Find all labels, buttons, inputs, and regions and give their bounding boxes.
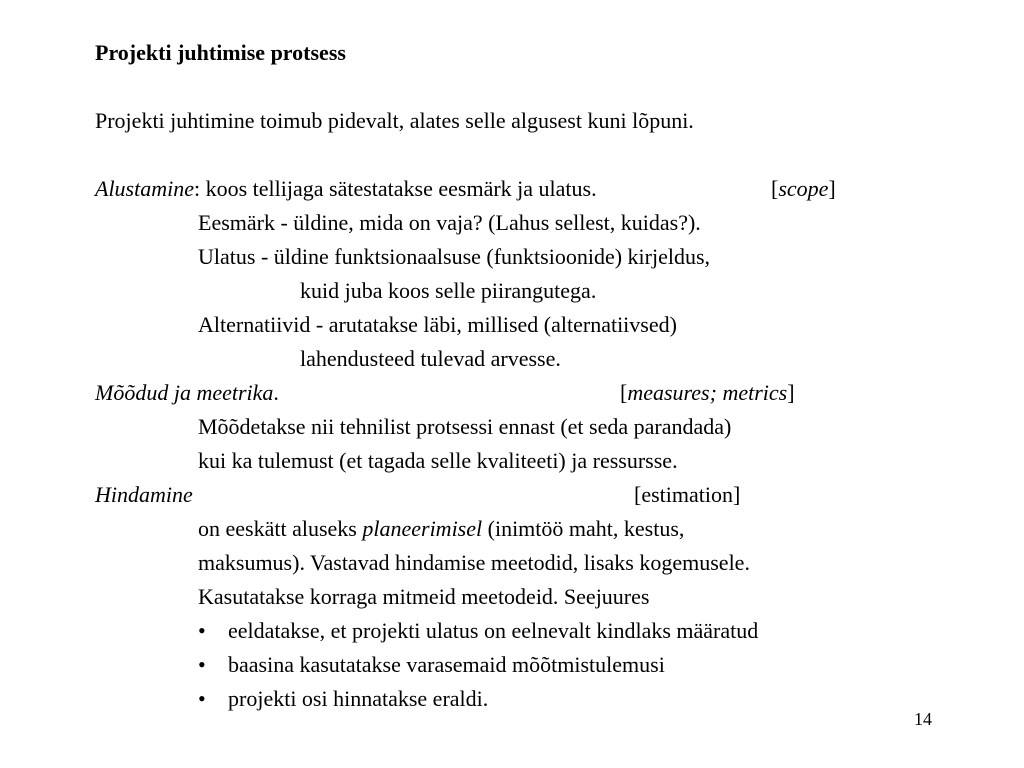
alustamine-line-3: kuid juba koos selle piirangutega. <box>300 278 597 303</box>
alustamine-term: Alustamine <box>95 176 194 201</box>
page-number: 14 <box>914 709 932 729</box>
hindamine-line-2: maksumus). Vastavad hindamise meetodid, lisaks kogemusele. <box>198 550 750 575</box>
intro-text: Projekti juhtimine toimub pidevalt, alates selle algusest kuni lõpuni. <box>95 108 694 133</box>
alustamine-line-2: Ulatus - üldine funktsionaalsuse (funktsioonide) kirjeldus, <box>198 244 711 269</box>
alustamine-line-4: Alternatiivid - arutatakse läbi, millised (alternatiivsed) <box>198 312 677 337</box>
moodud-line-1: Mõõdetakse nii tehnilist protsessi ennast (et seda parandada) <box>198 414 732 439</box>
bullet-icon: • <box>198 652 206 677</box>
alustamine-line-1: Eesmärk - üldine, mida on vaja? (Lahus sellest, kuidas?). <box>198 210 701 235</box>
bullet-item <box>198 686 488 712</box>
hindamine-line-1-pre: on eeskätt aluseks <box>198 516 363 541</box>
bullet-item <box>198 618 758 644</box>
moodud-term: Mõõdud ja meetrika <box>95 380 274 405</box>
alustamine-tag-term: scope <box>778 176 829 201</box>
tag-open: [ <box>771 176 779 201</box>
bullet-icon: • <box>198 686 206 711</box>
hindamine-line-1-emphasis: planeerimisel <box>362 516 483 541</box>
tag-close: ] <box>828 176 836 201</box>
bullet-text: projekti osi hinnatakse eraldi. <box>228 686 489 711</box>
hindamine-tag: [estimation] <box>634 482 741 507</box>
bullet-item <box>198 652 665 678</box>
hindamine-line-3: Kasutatakse korraga mitmeid meetodeid. Seejuures <box>198 584 650 609</box>
bullet-icon: • <box>198 618 206 643</box>
moodud-term-suffix: . <box>273 380 279 405</box>
alustamine-line-5: lahendusteed tulevad arvesse. <box>300 346 561 371</box>
alustamine-heading <box>95 176 597 202</box>
slide-title: Projekti juhtimise protsess <box>95 40 346 65</box>
moodud-tag <box>620 380 795 406</box>
moodud-line-2: kui ka tulemust (et tagada selle kvaliteeti) ja ressursse. <box>198 448 678 473</box>
alustamine-text: : koos tellijaga sätestatakse eesmärk ja ulatus. <box>194 176 597 201</box>
tag-open: [ <box>620 380 628 405</box>
hindamine-term: Hindamine <box>95 482 193 507</box>
moodud-tag-term: measures; metrics <box>627 380 788 405</box>
bullet-text: baasina kasutatakse varasemaid mõõtmistulemusi <box>228 652 665 677</box>
tag-close: ] <box>787 380 795 405</box>
moodud-heading <box>95 380 279 406</box>
hindamine-line-1 <box>198 516 684 542</box>
alustamine-tag <box>771 176 836 202</box>
hindamine-line-1-post: (inimtöö maht, kestus, <box>482 516 685 541</box>
bullet-text: eeldatakse, et projekti ulatus on eelnevalt kindlaks määratud <box>228 618 759 643</box>
